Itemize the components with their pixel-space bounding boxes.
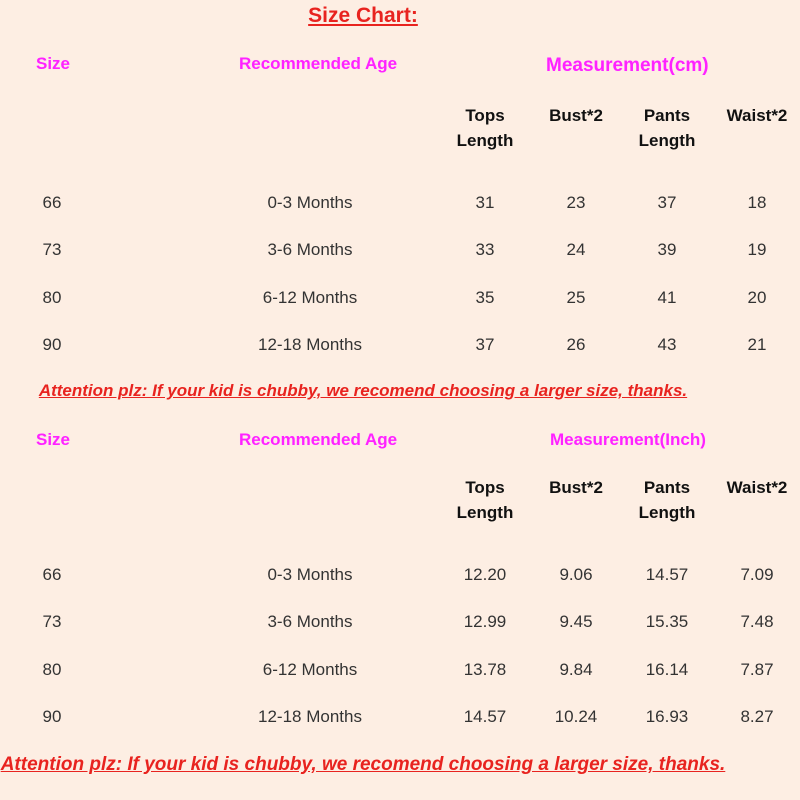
tops-length-cell: 35 xyxy=(475,288,495,307)
pants-length-cell: 16.14 xyxy=(645,660,689,679)
size-cell: 90 xyxy=(42,335,62,354)
column-header-tops-length: Tops Length xyxy=(456,106,514,150)
column-header-waist: Waist*2 xyxy=(726,478,788,497)
bust-cell: 9.45 xyxy=(559,612,593,631)
size-header: Size xyxy=(36,430,71,449)
waist-cell: 18 xyxy=(747,193,767,212)
size-cell: 80 xyxy=(42,660,62,679)
pants-length-cell: 14.57 xyxy=(645,565,689,584)
waist-cell: 8.27 xyxy=(740,707,774,726)
size-cell: 66 xyxy=(42,565,62,584)
size-cell: 90 xyxy=(42,707,62,726)
age-cell: 6-12 Months xyxy=(262,660,358,679)
pants-length-cell: 43 xyxy=(657,335,677,354)
size-header: Size xyxy=(36,54,71,73)
bust-cell: 26 xyxy=(566,335,586,354)
tops-length-cell: 12.99 xyxy=(463,612,507,631)
size-chart-title: Size Chart: xyxy=(308,4,418,27)
age-cell: 3-6 Months xyxy=(267,240,353,259)
tops-length-cell: 37 xyxy=(475,335,495,354)
age-cell: 6-12 Months xyxy=(262,288,358,307)
bust-cell: 10.24 xyxy=(554,707,598,726)
bust-cell: 9.06 xyxy=(559,565,593,584)
age-cell: 12-18 Months xyxy=(258,335,362,354)
column-header-bust: Bust*2 xyxy=(549,106,603,125)
bust-cell: 23 xyxy=(566,193,586,212)
pants-length-cell: 16.93 xyxy=(645,707,689,726)
age-cell: 0-3 Months xyxy=(267,193,353,212)
tops-length-cell: 12.20 xyxy=(463,565,507,584)
bust-cell: 9.84 xyxy=(559,660,593,679)
attention-note: Attention plz: If your kid is chubby, we recomend choosing a larger size, thanks. xyxy=(0,754,726,775)
tops-length-cell: 31 xyxy=(475,193,495,212)
column-header-pants-length: Pants Length xyxy=(638,106,696,150)
column-header-waist: Waist*2 xyxy=(726,106,788,125)
bust-cell: 24 xyxy=(566,240,586,259)
measurement-header: Measurement(Inch) xyxy=(550,430,706,449)
waist-cell: 20 xyxy=(747,288,767,307)
bust-cell: 25 xyxy=(566,288,586,307)
column-header-pants-length: Pants Length xyxy=(638,478,696,522)
pants-length-cell: 39 xyxy=(657,240,677,259)
pants-length-cell: 41 xyxy=(657,288,677,307)
size-cell: 73 xyxy=(42,612,62,631)
waist-cell: 21 xyxy=(747,335,767,354)
column-header-tops-length: Tops Length xyxy=(456,478,514,522)
pants-length-cell: 15.35 xyxy=(645,612,689,631)
waist-cell: 7.48 xyxy=(740,612,774,631)
age-cell: 0-3 Months xyxy=(267,565,353,584)
tops-length-cell: 13.78 xyxy=(463,660,507,679)
size-cell: 73 xyxy=(42,240,62,259)
recommended-age-header: Recommended Age xyxy=(239,430,398,449)
attention-note: Attention plz: If your kid is chubby, we recomend choosing a larger size, thanks. xyxy=(38,381,688,400)
tops-length-cell: 33 xyxy=(475,240,495,259)
size-cell: 66 xyxy=(42,193,62,212)
waist-cell: 7.87 xyxy=(740,660,774,679)
pants-length-cell: 37 xyxy=(657,193,677,212)
waist-cell: 7.09 xyxy=(740,565,774,584)
age-cell: 12-18 Months xyxy=(258,707,362,726)
age-cell: 3-6 Months xyxy=(267,612,353,631)
tops-length-cell: 14.57 xyxy=(463,707,507,726)
recommended-age-header: Recommended Age xyxy=(239,54,398,73)
column-header-bust: Bust*2 xyxy=(549,478,603,497)
measurement-header: Measurement(cm) xyxy=(546,55,709,76)
waist-cell: 19 xyxy=(747,240,767,259)
size-cell: 80 xyxy=(42,288,62,307)
